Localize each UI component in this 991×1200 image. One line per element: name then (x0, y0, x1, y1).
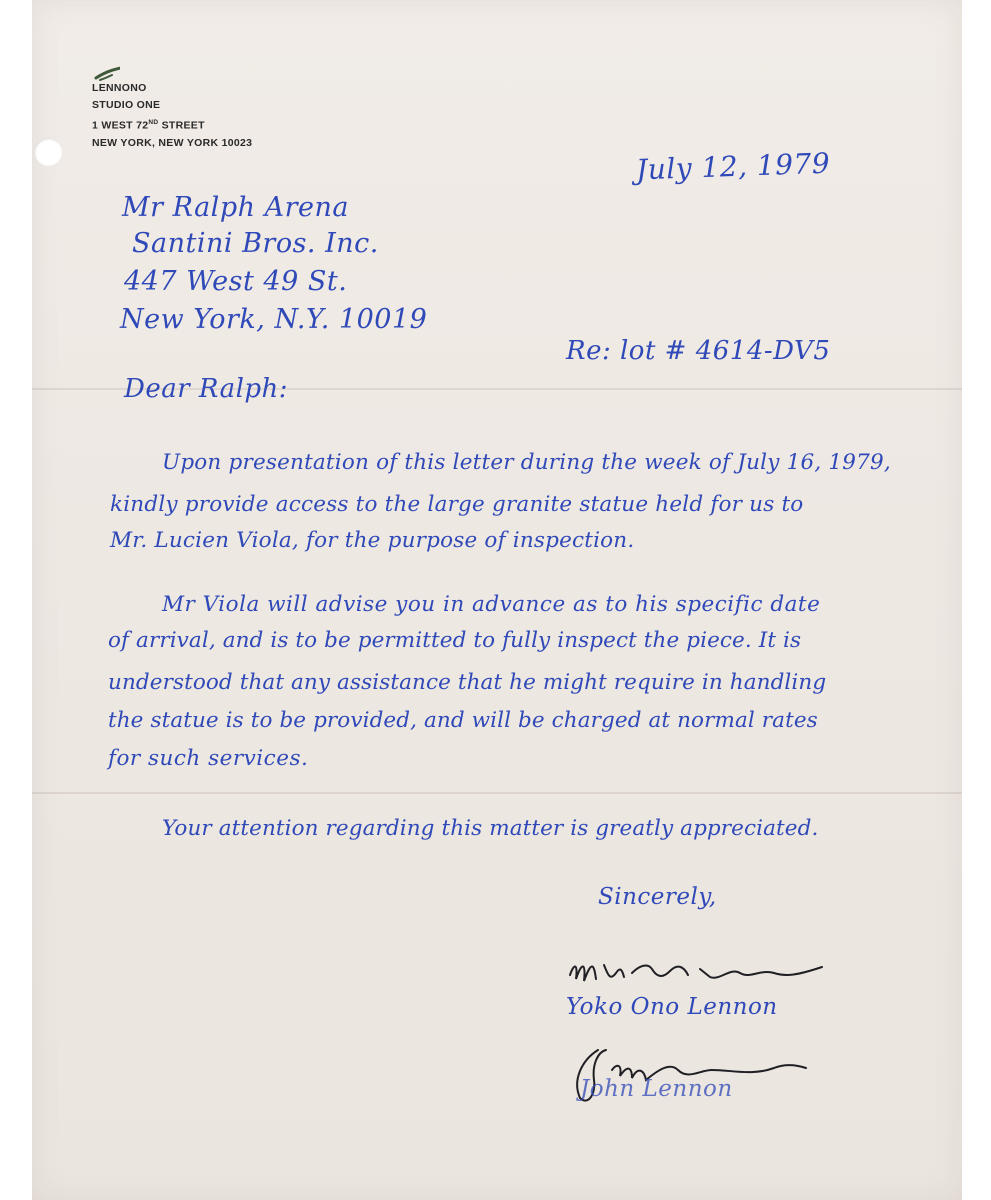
body-line: understood that any assistance that he might require in handling (108, 670, 827, 695)
letterhead-line-superscript: ND (148, 119, 159, 126)
reference-line: Re: lot # 4614-DV5 (566, 336, 831, 366)
letterhead-line: LENNONO (92, 82, 147, 94)
recipient-city: New York, N.Y. 10019 (120, 304, 428, 335)
letterhead-line-part: STREET (158, 119, 205, 132)
recipient-street: 447 West 49 St. (124, 266, 348, 297)
body-line: Mr. Lucien Viola, for the purpose of inspection. (110, 528, 635, 553)
recipient-name: Mr Ralph Arena (122, 192, 349, 223)
letter-date: July 12, 1979 (635, 146, 831, 187)
salutation: Dear Ralph: (124, 374, 289, 404)
letterhead-line-part: 1 WEST 72 (92, 119, 149, 132)
body-line: kindly provide access to the large granite statue held for us to (110, 492, 804, 517)
recipient-company: Santini Bros. Inc. (132, 228, 379, 259)
body-line: the statue is to be provided, and will be charged at normal rates (108, 708, 818, 733)
closing: Sincerely, (598, 884, 717, 910)
letterhead-line: NEW YORK, NEW YORK 10023 (92, 136, 253, 149)
body-line: Your attention regarding this matter is greatly appreciated. (162, 816, 819, 841)
letterhead-line (92, 114, 252, 135)
signatory-name-printed: Yoko Ono Lennon (566, 994, 778, 1020)
body-line: for such services. (108, 746, 309, 771)
paper-fold-line (32, 792, 962, 794)
letterhead (92, 80, 252, 152)
body-line: of arrival, and is to be permitted to fully inspect the piece. It is (108, 628, 802, 653)
body-line: Upon presentation of this letter during the week of July 16, 1979, (162, 450, 891, 475)
body-line: Mr Viola will advise you in advance as to his specific date (162, 592, 821, 617)
letterhead-line: STUDIO ONE (92, 99, 161, 111)
punch-hole (34, 138, 62, 166)
signatory-name-printed: John Lennon (580, 1076, 733, 1102)
